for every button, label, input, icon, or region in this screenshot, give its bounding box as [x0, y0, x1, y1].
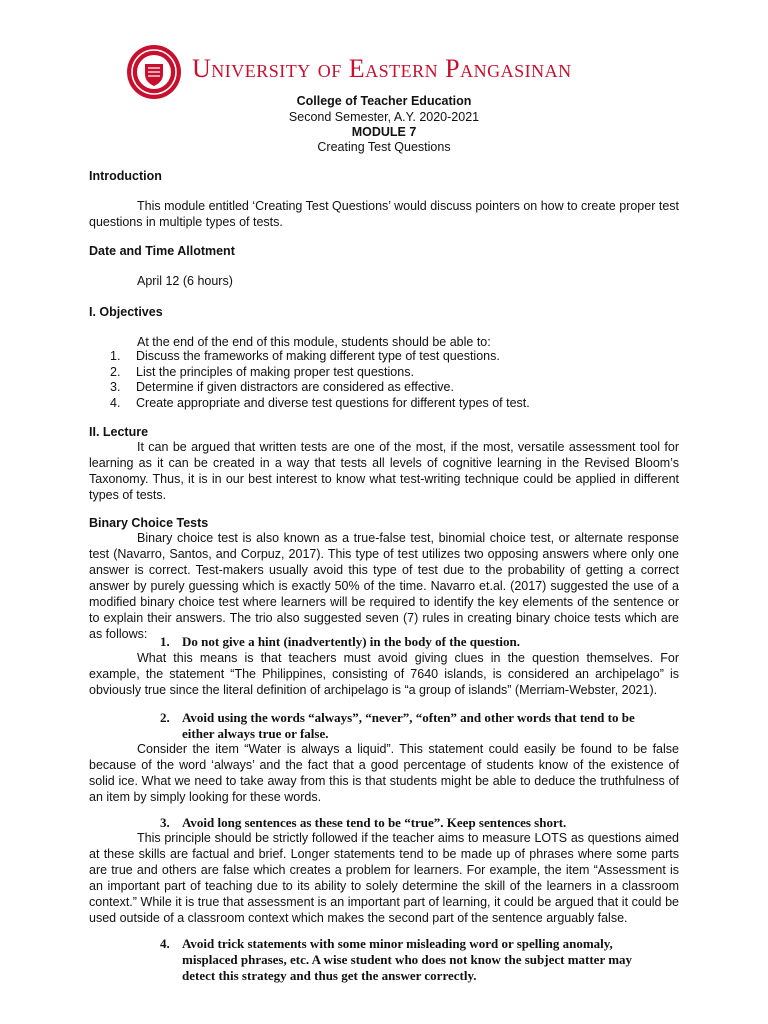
lecture-heading: II. Lecture	[89, 425, 149, 439]
list-item: 1. Discuss the frameworks of making different type of test questions.	[110, 349, 500, 363]
list-item: 3. Determine if given distractors are considered as effective.	[110, 380, 454, 394]
university-seal-icon	[126, 44, 182, 100]
rule-1-body: What this means is that teachers must avoid giving clues in the question themselves. For example, the statement “The Philippines, consisting of 7640 islands, is considered an archipelago” is obviously true since the literal definition of archipelago is “a group of islands” (Merriam-Webster, 2021).	[89, 651, 679, 697]
objectives-list	[110, 349, 670, 411]
rule-3-title: 3. Avoid long sentences as these tend to be “true”. Keep sentences short.	[160, 815, 567, 830]
introduction-heading: Introduction	[89, 169, 162, 183]
rule-3-body: This principle should be strictly followed if the teacher aims to measure LOTS as questions aimed at these skills are factual and brief. Longer statements tend to be made up of phrases where some parts are true and others are false which creates a problem for learners. For example, the item “Assessment is an important part of teaching due to its ability to solely determine the skill of the learners in a classroom context.” While it is true that assessment is an important part of learning, it could be argued that it could be used outside of a classroom context which makes the second part of the sentence arguably false.	[89, 831, 679, 925]
objectives-heading: I. Objectives	[89, 305, 163, 319]
date-time-body: April 12 (6 hours)	[137, 274, 233, 288]
rule-4-title: 4. Avoid trick statements with some minor misleading word or spelling anomaly, misplaced phrases, etc. A wise student who does not know the subject matter may detect this strategy and thus get the answer correctly.	[160, 936, 633, 983]
module-number: MODULE 7	[351, 125, 417, 139]
binary-body: Binary choice test is also known as a true-false test, binomial choice test, or alternate response test (Navarro, Santos, and Corpuz, 2017). This type of test utilizes two opposing answers where only one answer is correct. Test-makers usually avoid this type of test due to the probability of getting a correct answer by purely guessing which is exactly 50% of the time. Navarro et.al. (2017) suggested the use of a modified binary choice test where learners will be required to identify the key elements of the sentence or to explain their answers. The trio also suggested seven (7) rules in creating binary choice tests which are as follows:	[89, 531, 679, 641]
semester-line: Second Semester, A.Y. 2020-2021	[288, 110, 480, 124]
date-time-heading: Date and Time Allotment	[89, 244, 235, 258]
objectives-intro: At the end of the end of this module, students should be able to:	[137, 335, 491, 349]
university-name: University of Eastern Pangasinan	[192, 54, 572, 83]
introduction-body: This module entitled ‘Creating Test Questions’ would discuss pointers on how to create proper test questions in multiple types of tests.	[89, 199, 679, 229]
binary-heading: Binary Choice Tests	[89, 516, 209, 530]
module-title: Creating Test Questions	[317, 140, 451, 154]
college-name: College of Teacher Education	[296, 94, 472, 108]
list-item: 4. Create appropriate and diverse test questions for different types of test.	[110, 395, 530, 410]
rule-2-title: 2. Avoid using the words “always”, “never”, “often” and other words that tend to be either always true or false.	[160, 710, 635, 741]
lecture-body: It can be argued that written tests are one of the most, if the most, versatile assessment tool for learning as it can be created in a way that tests all levels of cognitive learning in the Revised Bloom’s Taxonomy. Thus, it is in our best interest to know what test-writing technique could be applied in different types of tests.	[89, 440, 679, 502]
rule-1-title: 1. Do not give a hint (inadvertently) in the body of the question.	[160, 634, 521, 649]
rule-2-body: Consider the item “Water is always a liquid”. This statement could easily be found to be false because of the word ‘always’ and the fact that a good percentage of students know of the existence of solid ice. What we need to take away from this is that students might be able to deduce the truthfulness of an item by simply looking for these words.	[89, 742, 679, 804]
list-item: 2. List the principles of making proper test questions.	[110, 364, 414, 379]
